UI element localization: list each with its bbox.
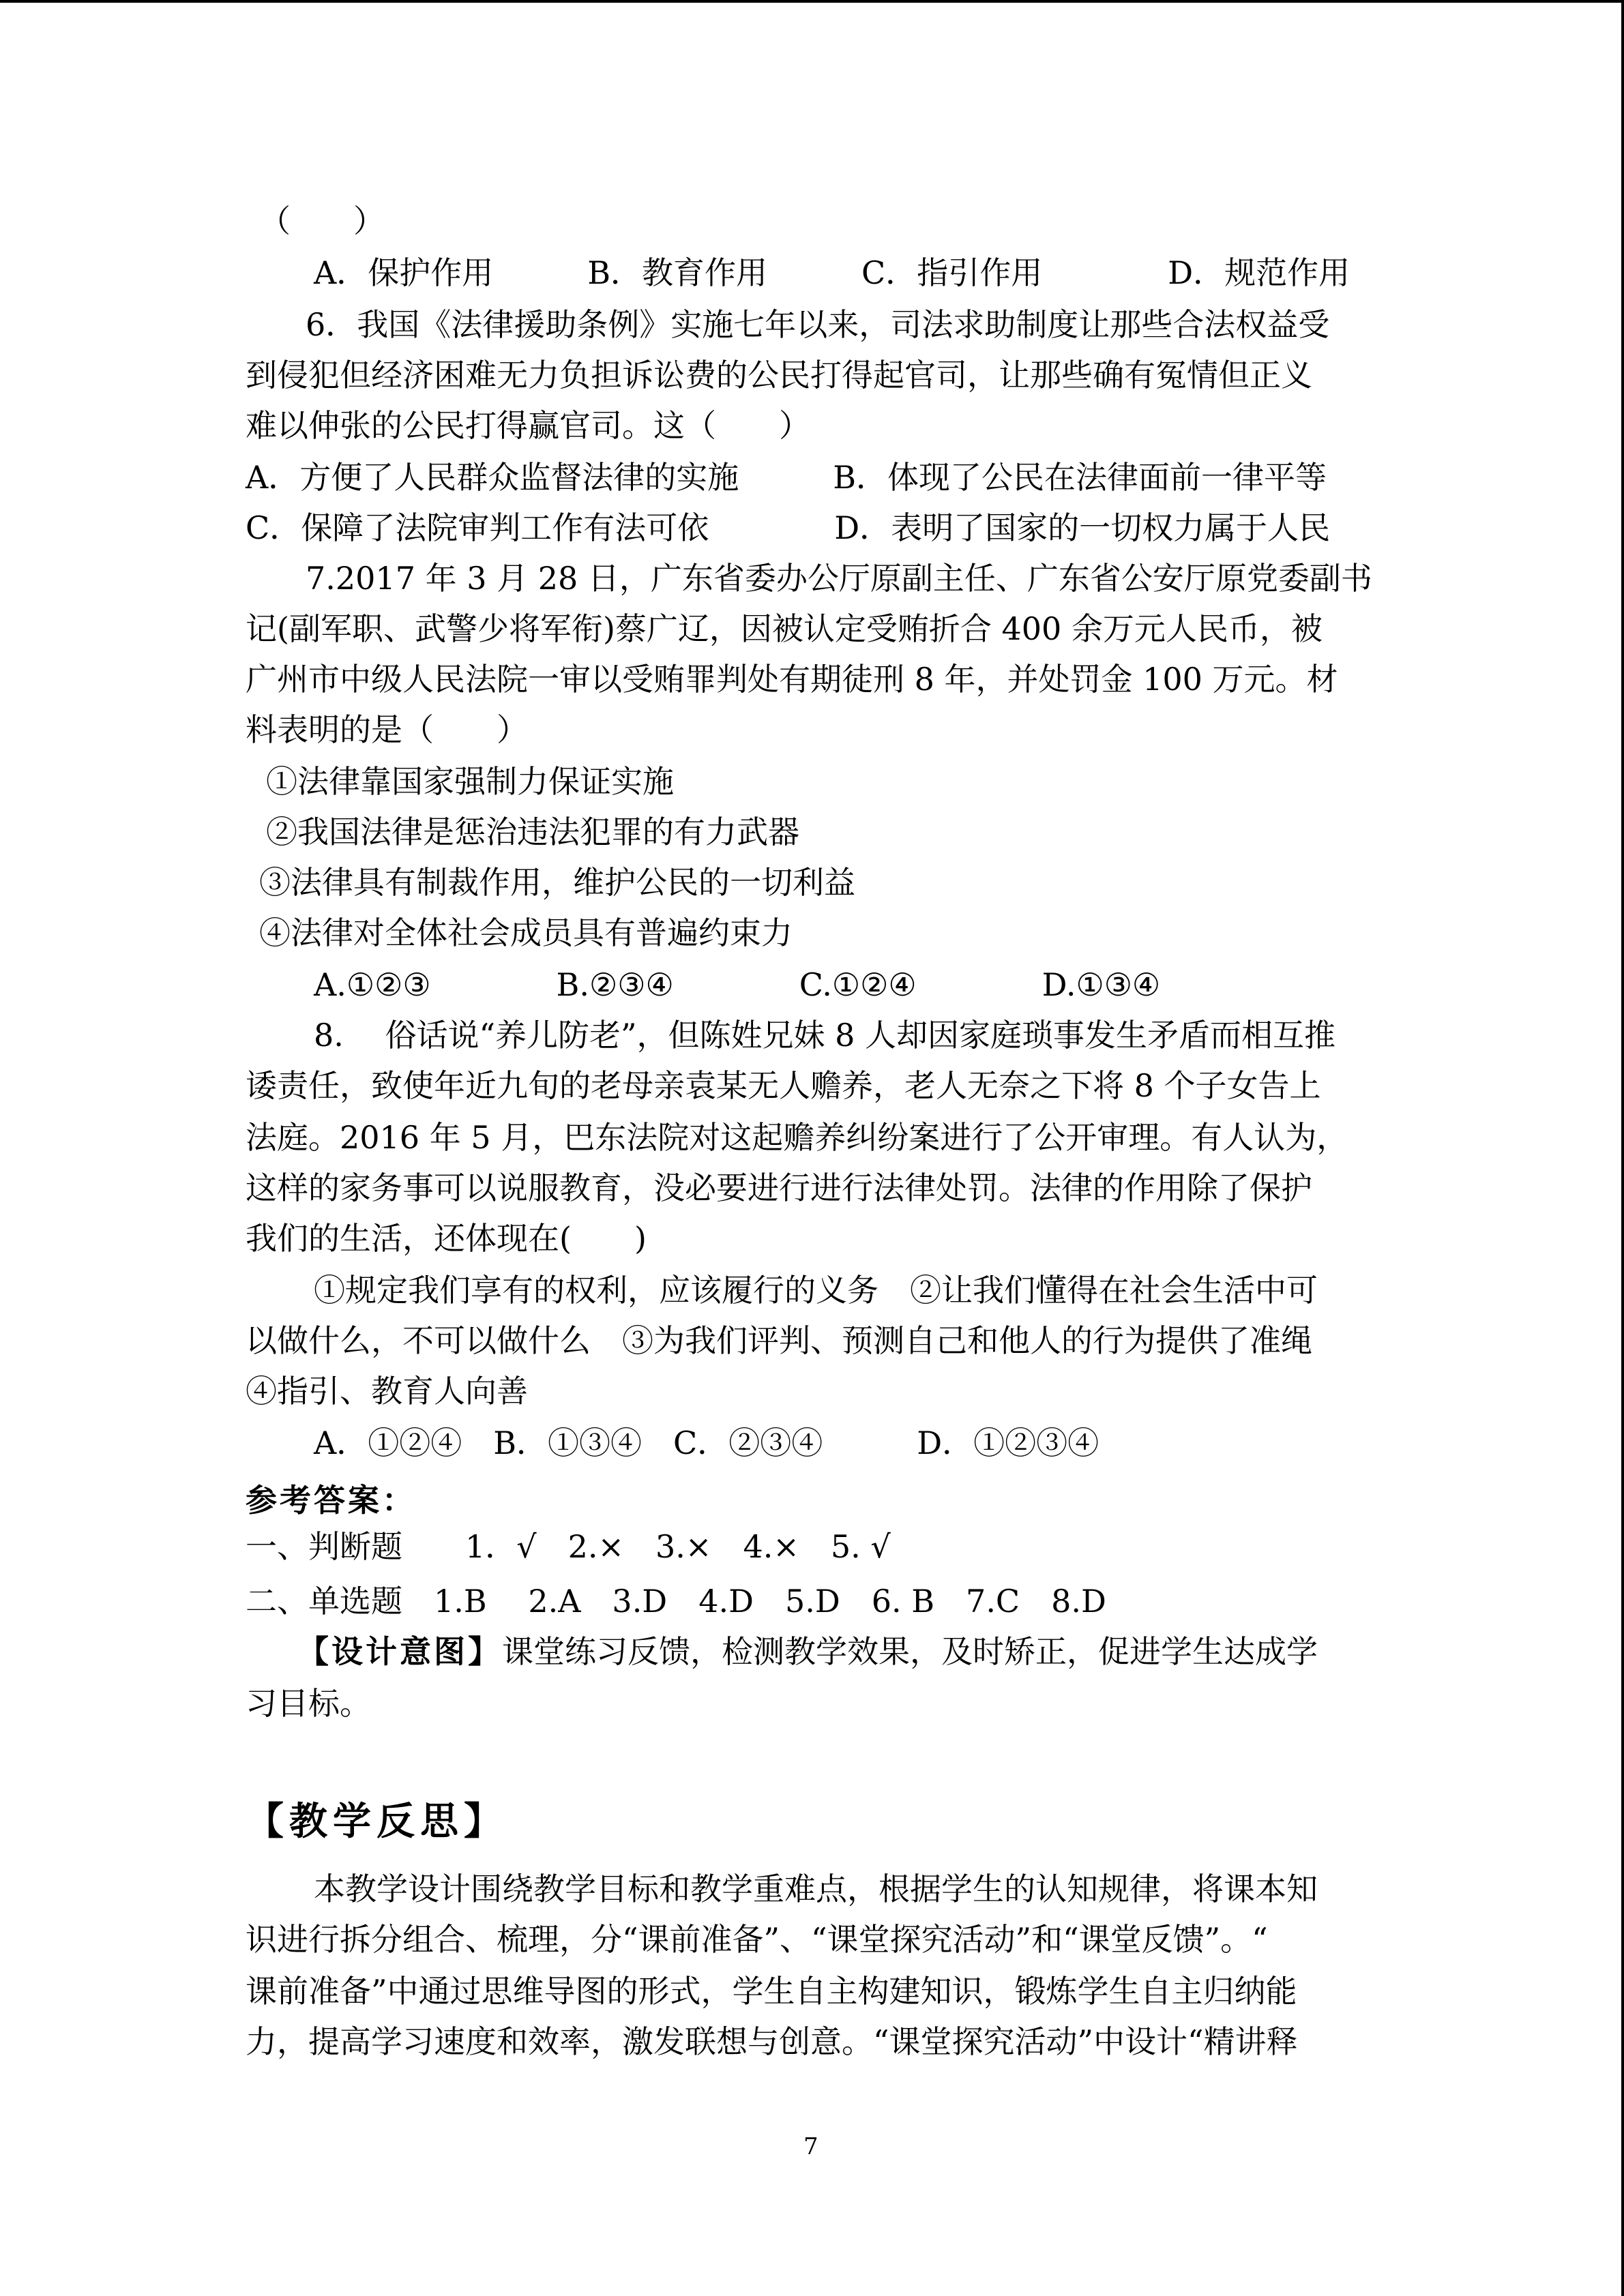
q7-statement-4: ④法律对全体社会成员具有普遍约束力	[259, 914, 793, 951]
q7-statement-2: ②我国法律是惩治违法犯罪的有力武器	[266, 814, 799, 850]
q8-line-4: 这样的家务事可以说服教育，没必要进行进行法律处罚。法律的作用除了保护	[246, 1169, 1312, 1206]
answers-title: 参考答案：	[246, 1482, 416, 1519]
q7-options: A.①②③ B.②③④ C.①②④ D.①③④	[314, 966, 1161, 1003]
answers-judge: 一、判断题 1．√ 2.× 3.× 4.× 5. √	[246, 1528, 891, 1565]
reflection-line-3: 课前准备”中通过思维导图的形式，学生自主构建知识，锻炼学生自主归纳能	[246, 1973, 1297, 2010]
q7-statement-3: ③法律具有制裁作用，维护公民的一切利益	[259, 864, 855, 901]
q6-line-1: 6．我国《法律援助条例》实施七年以来，司法求助制度让那些合法权益受	[306, 306, 1330, 343]
q8-line-3: 法庭。2016 年 5 月，巴东法院对这起赡养纠纷案进行了公开审理。有人认为，	[246, 1119, 1348, 1156]
page-border-top	[0, 0, 1624, 3]
q7-line-3: 广州市中级人民法院一审以受贿罪判处有期徒刑 8 年，并处罚金 100 万元。材	[246, 661, 1338, 698]
q8-line-1: 8. 俗话说“养儿防老”，但陈姓兄妹 8 人却因家庭琐事发生矛盾而相互推	[314, 1017, 1336, 1054]
q6-line-2: 到侵犯但经济困难无力负担诉讼费的公民打得起官司，让那些确有冤情但正义	[246, 357, 1312, 393]
reflection-heading: 【教学反思】	[246, 1799, 507, 1844]
q7-line-4: 料表明的是（ ）	[246, 711, 528, 748]
q7-line-2: 记(副军职、武警少将军衔)蔡广辽，因被认定受贿折合 400 余万元人民币，被	[246, 610, 1323, 647]
answers-single: 二、单选题 1.B 2.A 3.D 4.D 5.D 6. B 7.C 8.D	[246, 1583, 1106, 1620]
q8-options: A．①②④ B．①③④ C．②③④ D．①②③④	[314, 1425, 1099, 1461]
design-intent-line-1	[297, 1631, 1318, 1672]
q8-statement-line-2: 以做什么，不可以做什么 ③为我们评判、预测自己和他人的行为提供了准绳	[246, 1322, 1312, 1359]
q7-line-1: 7.2017 年 3 月 28 日，广东省委办公厅原副主任、广东省公安厅原党委副书	[306, 560, 1372, 597]
reflection-line-2: 识进行拆分组合、梳理，分“课前准备”、“课堂探究活动”和“课堂反馈”。“	[246, 1921, 1268, 1958]
page-number: 7	[803, 2133, 818, 2160]
q8-statement-line-1: ①规定我们享有的权利，应该履行的义务 ②让我们懂得在社会生活中可	[314, 1272, 1318, 1309]
q5-options: A．保护作用 B．教育作用 C．指引作用 D．规范作用	[314, 254, 1350, 291]
design-intent-label: 【设计意图】	[297, 1633, 502, 1670]
q8-line-5: 我们的生活，还体现在( )	[246, 1220, 647, 1257]
design-intent-text: 课堂练习反馈，检测教学效果，及时矫正，促进学生达成学	[502, 1633, 1318, 1670]
q6-line-3: 难以伸张的公民打得赢官司。这（ ）	[246, 407, 810, 444]
page-border-right	[1621, 0, 1624, 2296]
q7-statement-1: ①法律靠国家强制力保证实施	[266, 763, 674, 800]
design-intent-line-2: 习目标。	[246, 1685, 371, 1722]
q6-option-row-1: A．方便了人民群众监督法律的实施 B．体现了公民在法律面前一律平等	[246, 459, 1327, 496]
q8-line-2: 诿责任，致使年近九旬的老母亲袁某无人赡养，老人无奈之下将 8 个子女告上	[246, 1067, 1321, 1104]
q5-answer-paren: （ ）	[259, 203, 385, 239]
q8-statement-line-3: ④指引、教育人向善	[246, 1373, 528, 1410]
q6-option-row-2: C．保障了法院审判工作有法可依 D．表明了国家的一切权力属于人民	[246, 509, 1331, 546]
reflection-line-1: 本教学设计围绕教学目标和教学重难点，根据学生的认知规律，将课本知	[314, 1870, 1318, 1907]
reflection-line-4: 力，提高学习速度和效率，激发联想与创意。“课堂探究活动”中设计“精讲释	[246, 2023, 1298, 2060]
